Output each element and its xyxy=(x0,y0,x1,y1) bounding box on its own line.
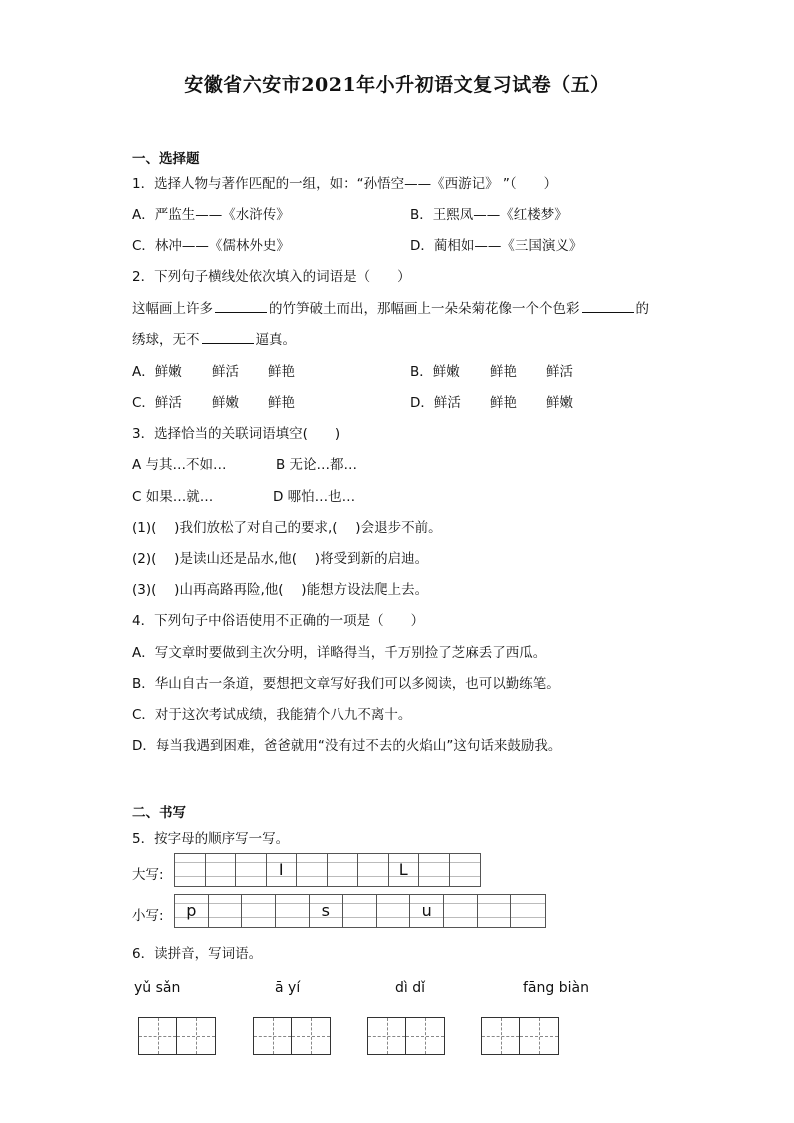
question-4-option-a[interactable]: A．写文章时要做到主次分明，详略得当，千万别捡了芝麻丢了西瓜。 xyxy=(132,645,547,661)
question-2-sentence-line-1 xyxy=(132,297,649,317)
option-word: C．鲜活 xyxy=(132,395,182,411)
question-2-option-c[interactable] xyxy=(132,391,295,411)
character-box-3[interactable] xyxy=(367,1017,445,1055)
lowercase-label: 小写: xyxy=(132,908,164,924)
section-heading-writing: 二、书写 xyxy=(132,805,186,821)
question-2-sentence-line-2 xyxy=(132,328,296,348)
letter-cell[interactable] xyxy=(511,895,545,927)
question-1-option-c[interactable]: C．林冲——《儒林外史》 xyxy=(132,238,290,254)
letter-cell[interactable] xyxy=(358,854,389,886)
letter-cell[interactable] xyxy=(242,895,276,927)
pinyin-3: dì dǐ xyxy=(395,980,426,996)
fill-blank[interactable] xyxy=(202,331,254,344)
letter-cell[interactable] xyxy=(328,854,359,886)
pinyin-2: ā yí xyxy=(275,980,301,996)
option-word: 鲜嫩 xyxy=(212,395,239,411)
character-box-2[interactable] xyxy=(253,1017,331,1055)
question-6-stem: 6．读拼音，写词语。 xyxy=(132,946,263,962)
question-2-option-b[interactable] xyxy=(410,360,573,380)
question-1-option-a[interactable]: A．严监生——《水浒传》 xyxy=(132,207,290,223)
option-word: D．鲜活 xyxy=(410,395,461,411)
option-word: 鲜艳 xyxy=(490,395,517,411)
question-3-stem: 3．选择恰当的关联词语填空( ) xyxy=(132,426,341,442)
option-word: 鲜艳 xyxy=(490,364,517,380)
question-1-stem: 1．选择人物与著作匹配的一组，如：“孙悟空——《西游记》 ”（ ） xyxy=(132,176,558,192)
question-3-option-d: D 哪怕…也… xyxy=(273,489,356,505)
question-4-option-d[interactable]: D．每当我遇到困难，爸爸就用“没有过不去的火焰山”这句话来鼓励我。 xyxy=(132,738,562,754)
letter-cell[interactable] xyxy=(267,854,298,886)
letter-cell[interactable] xyxy=(343,895,377,927)
option-word: 鲜艳 xyxy=(268,395,295,411)
letter-cell[interactable] xyxy=(236,854,267,886)
pinyin-1: yǔ sǎn xyxy=(134,980,181,996)
letter-cell[interactable] xyxy=(206,854,237,886)
letter-cell[interactable] xyxy=(175,895,209,927)
sentence-text: 的 xyxy=(635,301,649,317)
question-3-option-a: A 与其…不如… xyxy=(132,457,227,473)
section-heading-choice: 一、选择题 xyxy=(132,151,200,167)
question-1-option-b[interactable]: B．王熙凤——《红楼梦》 xyxy=(410,207,568,223)
lowercase-writing-grid[interactable] xyxy=(174,894,546,928)
option-word: 鲜艳 xyxy=(268,364,295,380)
letter-cell[interactable] xyxy=(450,854,481,886)
letter-cell[interactable] xyxy=(209,895,243,927)
question-2-stem: 2．下列句子横线处依次填入的词语是（ ） xyxy=(132,269,411,285)
sentence-text: 的竹笋破土而出，那幅画上一朵朵菊花像一个个色彩 xyxy=(269,301,580,317)
page-title: 安徽省六安市2021年小升初语文复习试卷（五） xyxy=(184,74,610,96)
letter: u xyxy=(421,901,432,920)
letter-cell[interactable] xyxy=(410,895,444,927)
option-word: 鲜活 xyxy=(546,364,573,380)
question-5-stem: 5．按字母的顺序写一写。 xyxy=(132,831,290,847)
option-word: 鲜嫩 xyxy=(546,395,573,411)
question-1-option-d[interactable]: D．蔺相如——《三国演义》 xyxy=(410,238,583,254)
question-3-sentence-2: (2)( )是读山还是品水,他( )将受到新的启迪。 xyxy=(132,551,429,567)
character-box-4[interactable] xyxy=(481,1017,559,1055)
uppercase-label: 大写: xyxy=(132,867,164,883)
fill-blank[interactable] xyxy=(215,300,267,313)
character-box-1[interactable] xyxy=(138,1017,216,1055)
question-4-stem: 4．下列句子中俗语使用不正确的一项是（ ） xyxy=(132,613,425,629)
letter-cell[interactable] xyxy=(276,895,310,927)
question-3-option-c: C 如果…就… xyxy=(132,489,214,505)
sentence-text: 绣球，无不 xyxy=(132,332,200,348)
question-3-sentence-1: (1)( )我们放松了对自己的要求,( )会退步不前。 xyxy=(132,520,442,536)
question-4-option-c[interactable]: C．对于这次考试成绩，我能猜个八九不离十。 xyxy=(132,707,412,723)
letter-cell[interactable] xyxy=(444,895,478,927)
uppercase-writing-grid[interactable] xyxy=(174,853,481,887)
option-word: A．鲜嫩 xyxy=(132,364,182,380)
question-2-option-a[interactable] xyxy=(132,360,295,380)
question-4-option-b[interactable]: B．华山自古一条道，要想把文章写好我们可以多阅读，也可以勤练笔。 xyxy=(132,676,560,692)
option-word: B．鲜嫩 xyxy=(410,364,460,380)
question-3-sentence-3: (3)( )山再高路再险,他( )能想方设法爬上去。 xyxy=(132,582,429,598)
letter: s xyxy=(321,901,330,920)
letter: I xyxy=(278,860,284,879)
fill-blank[interactable] xyxy=(582,300,634,313)
letter-cell[interactable] xyxy=(419,854,450,886)
letter-cell[interactable] xyxy=(297,854,328,886)
letter: L xyxy=(398,860,408,879)
sentence-text: 逼真。 xyxy=(255,332,296,348)
letter-cell[interactable] xyxy=(377,895,411,927)
letter-cell[interactable] xyxy=(310,895,344,927)
letter: p xyxy=(186,901,197,920)
letter-cell[interactable] xyxy=(389,854,420,886)
question-3-option-b: B 无论…都… xyxy=(276,457,358,473)
letter-cell[interactable] xyxy=(175,854,206,886)
sentence-text: 这幅画上许多 xyxy=(132,301,213,317)
pinyin-4: fāng biàn xyxy=(523,980,589,996)
question-2-option-d[interactable] xyxy=(410,391,573,411)
letter-cell[interactable] xyxy=(478,895,512,927)
option-word: 鲜活 xyxy=(212,364,239,380)
